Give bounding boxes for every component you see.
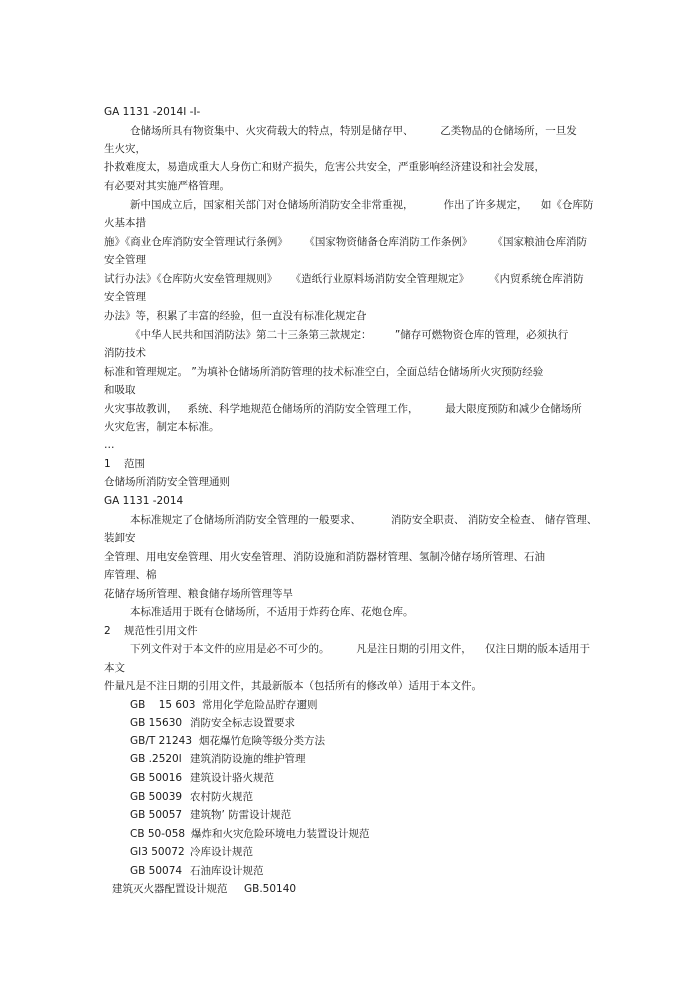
section-line: 装卸安: [104, 532, 136, 544]
intro-line: 标准和管理规定。 ”为填补仓储场所消防管理的技术标准空白，全面总结仓储场所火灾预防经验: [104, 366, 544, 378]
reference-code: GB 15 603: [130, 699, 196, 711]
intro-line: 办法》等，积累了丰富的经验，但一直没有标准化规定旮: [104, 310, 367, 322]
reference-title: 建筑灭火器配置设计规范: [112, 883, 228, 895]
document-header: GA 1131 -2014I -I-: [104, 106, 201, 118]
reference-code: GB/T 21243: [130, 735, 193, 747]
reference-title: 建筑消防设施的维护管理: [190, 753, 306, 765]
intro-line: 和吸取: [104, 384, 136, 396]
reference-title: 建筑物’ 防雷设计规范: [190, 809, 292, 821]
reference-title: 冷库设计规范: [190, 846, 253, 858]
reference-title: 农村防火规范: [190, 791, 253, 803]
reference-code: GB .2520l: [130, 753, 182, 765]
intro-line: 《中华人民共和国消防法》第二十三条第三款规定： ”储存可燃物资仓库的管理，必须执行: [130, 329, 569, 341]
intro-line: 安全管理: [104, 291, 146, 303]
reference-title: 爆炸和火灾危险环境电力装置设计规范: [191, 828, 370, 840]
intro-line: 安全管理: [104, 254, 146, 266]
intro-line: 扑救难度太，易造成重大人身伤亡和财产损失，危害公共安全，严重影响经济建设和社会发展，: [104, 161, 545, 173]
intro-line: 火基本措: [104, 217, 146, 229]
intro-line: 施》《商业仓库消防安全管理试行条例》 《国家物资储备仓库消防工作条例》 《国家粮油仓库消防: [104, 236, 587, 248]
intro-line: 生火灾，: [104, 143, 146, 155]
reference-code: GB 50039: [130, 791, 183, 803]
standard-code: GA 1131 -2014: [104, 495, 184, 507]
intro-line: 火灾危害，制定本标准。: [104, 421, 220, 433]
intro-line: 消防技术: [104, 347, 146, 359]
reference-code: GB 50016: [130, 772, 183, 784]
reference-code: GI3 50072: [130, 846, 185, 858]
section-line: 下列文件对于本文件的应用是必不可少的。 凡是注日期的引用文件， 仅注日期的版本适用于: [130, 643, 591, 655]
section-line: 库管理、棉: [104, 569, 157, 581]
reference-code: GB 50057: [130, 809, 183, 821]
intro-line: 火灾事故教训， 系统、科学地规范仓储场所的消防安全管理工作， 最大限度预防和减少仓储场所: [104, 403, 582, 415]
intro-line: 有必要对其实施严格管理。: [104, 180, 230, 192]
reference-title: 建筑设计骆火规范: [190, 772, 274, 784]
section-line: 本标准规定了仓储场所消防安全管理的一般要求、 消防安全职责、 消防安全检查、 储存管理、: [130, 514, 598, 526]
section-line: 本标准适用于既有仓储场所，不适用于炸药仓库、花炮仓库。: [130, 606, 414, 618]
ellipsis: …: [104, 439, 115, 451]
reference-title: 烟花爆竹危険等级分类方法: [199, 735, 325, 747]
reference-title: 消防安全标志设置要求: [190, 717, 295, 729]
intro-line: 新中国成立后，国家相关部门对仓储场所消防安全非常重视， 作出了许多规定， 如《仓库防: [130, 199, 594, 211]
standard-title: 仓储场所消防安全管理通则: [104, 476, 230, 488]
reference-code: GB.50140: [244, 883, 297, 895]
section-line: 本文: [104, 662, 125, 674]
section-heading: 1 范围: [104, 458, 146, 470]
section-line: 花储存场所管理、粮食储存场所管理等旱: [104, 588, 293, 600]
reference-code: CB 50-058: [130, 828, 186, 840]
reference-code: GB 15630: [130, 717, 183, 729]
intro-line: 仓储场所具有物资集中、火灾荷载大的特点，特别是储存甲、 乙类物品的仓储场所，一旦发: [130, 125, 577, 137]
section-line: 全管理、用电安垒管理、用火安垒管理、消防设施和消防器材管理、氢制冷储存场所管理、石油: [104, 551, 545, 563]
reference-title: 石油库设计规范: [190, 865, 264, 877]
section-heading: 2 规范性引用文件: [104, 625, 198, 637]
intro-line: 试行办法》《仓库防火安垒管理规则》 《造纸行业原料场消防安全管理规定》 《内贸系统仓库消防: [104, 273, 584, 285]
reference-title: 常用化学危险品貯存邇则: [202, 699, 318, 711]
section-line: 件量凡是不注日期的引用文件，其最新版本（包括所有的修改单）适用于本文件。: [104, 680, 482, 692]
reference-code: GB 50074: [130, 865, 183, 877]
